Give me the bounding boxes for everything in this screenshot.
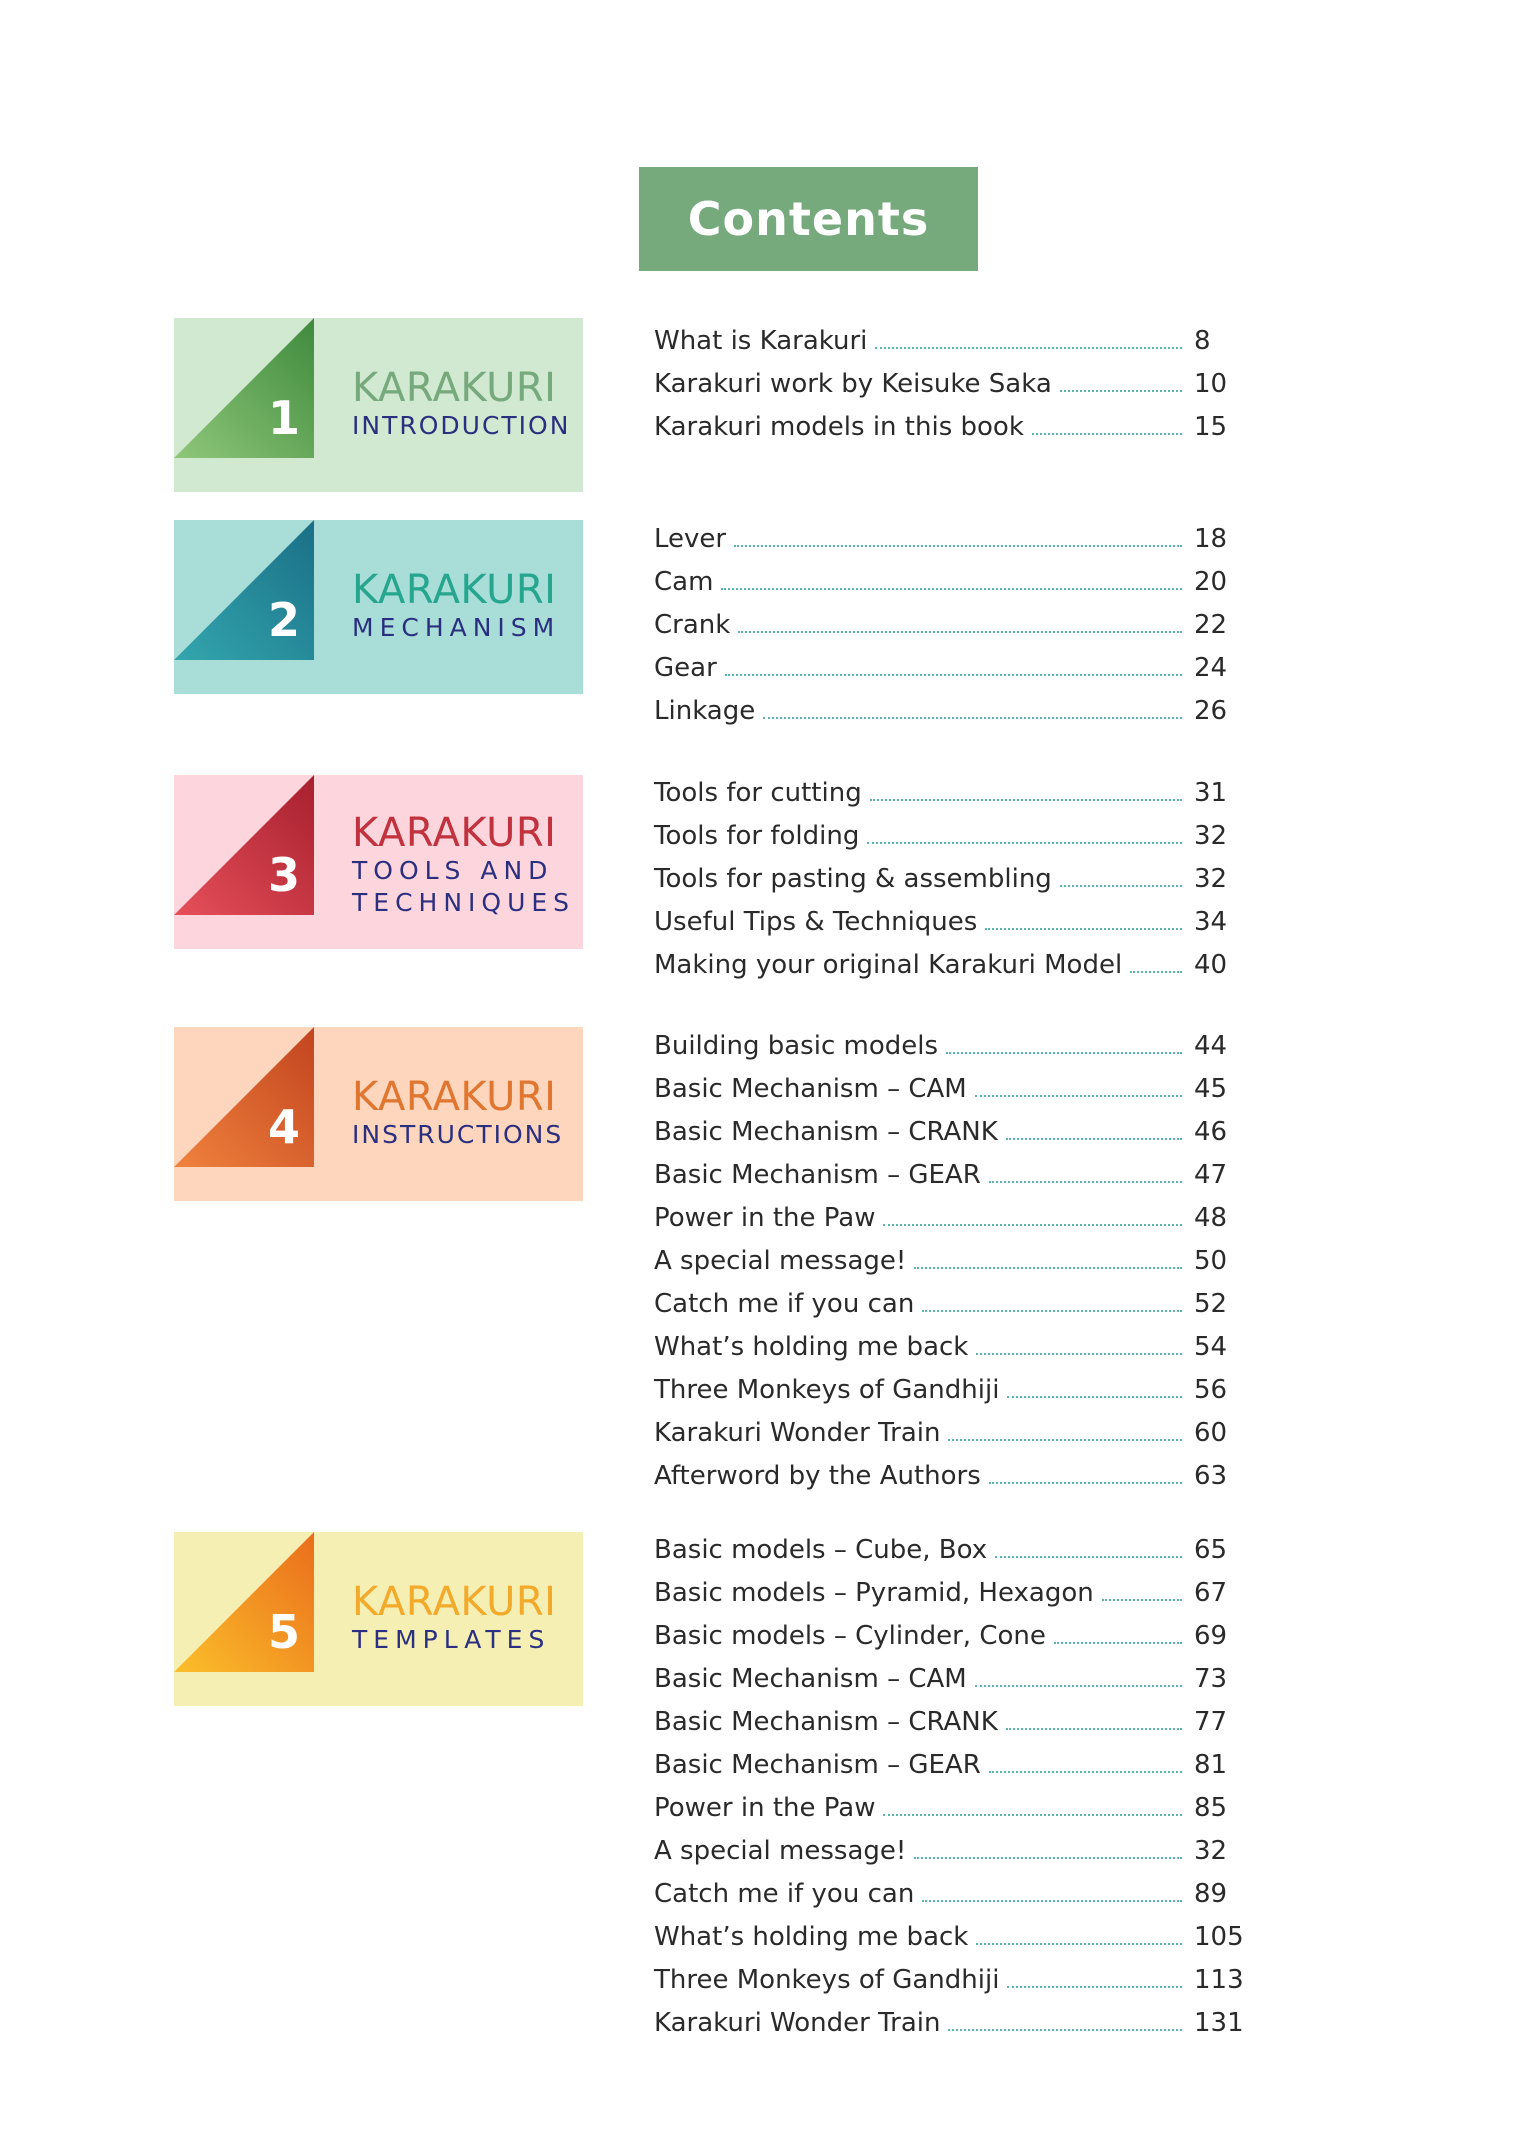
toc-entry[interactable]: [654, 1276, 1254, 1319]
section-subtitle: TOOLS AND: [352, 856, 554, 885]
toc-entry[interactable]: [654, 683, 1254, 726]
toc-entry[interactable]: [654, 1190, 1254, 1233]
toc-entry-page: 105: [1194, 1922, 1244, 1952]
toc-entry[interactable]: [654, 1448, 1254, 1491]
toc-entry-title: Karakuri models in this book: [654, 412, 1024, 442]
section-banner-1: [174, 318, 583, 492]
toc-group-2: [654, 511, 1254, 726]
toc-entry-page: 113: [1194, 1965, 1244, 1995]
dot-leader: [976, 1943, 1182, 1945]
dot-leader: [985, 928, 1182, 930]
toc-entry[interactable]: [654, 894, 1254, 937]
toc-entry-page: 81: [1194, 1750, 1228, 1780]
toc-entry-page: 20: [1194, 567, 1228, 597]
section-number: 4: [267, 1100, 300, 1154]
toc-entry-title: Linkage: [654, 696, 756, 726]
toc-entry[interactable]: [654, 1651, 1254, 1694]
toc-entry-page: 10: [1194, 369, 1228, 399]
toc-group-5: [654, 1522, 1254, 2038]
dot-leader: [975, 1685, 1182, 1687]
toc-entry-page: 60: [1194, 1418, 1228, 1448]
toc-entry[interactable]: [654, 937, 1254, 980]
toc-entry[interactable]: [654, 1565, 1254, 1608]
dot-leader: [1006, 1728, 1182, 1730]
toc-entry-page: 69: [1194, 1621, 1228, 1651]
toc-entry-page: 34: [1194, 907, 1228, 937]
toc-entry-page: 32: [1194, 864, 1228, 894]
toc-entry-title: Basic models – Pyramid, Hexagon: [654, 1578, 1094, 1608]
toc-entry-title: Three Monkeys of Gandhiji: [654, 1965, 1000, 1995]
section-number: 3: [267, 848, 300, 902]
dot-leader: [883, 1814, 1182, 1816]
toc-entry-title: A special message!: [654, 1246, 907, 1276]
dot-leader: [738, 631, 1182, 633]
toc-entry[interactable]: [654, 1866, 1254, 1909]
toc-entry-title: Power in the Paw: [654, 1793, 876, 1823]
toc-entry[interactable]: [654, 1909, 1254, 1952]
toc-entry[interactable]: [654, 1147, 1254, 1190]
toc-entry-title: Tools for cutting: [654, 778, 862, 808]
toc-entry-title: Useful Tips & Techniques: [654, 907, 978, 937]
toc-entry[interactable]: [654, 1233, 1254, 1276]
section-subtitle: INSTRUCTIONS: [352, 1120, 564, 1149]
toc-entry[interactable]: [654, 1737, 1254, 1780]
toc-group-3: [654, 765, 1254, 980]
toc-entry-title: Basic Mechanism – CRANK: [654, 1707, 998, 1737]
toc-entry[interactable]: [654, 399, 1254, 442]
section-heading: KARAKURI: [352, 810, 557, 856]
dot-leader: [995, 1556, 1182, 1558]
dot-leader: [883, 1224, 1182, 1226]
toc-entry-title: Basic Mechanism – GEAR: [654, 1750, 981, 1780]
dot-leader: [1130, 971, 1182, 973]
dot-leader: [948, 1439, 1182, 1441]
dot-leader: [948, 2029, 1182, 2031]
toc-entry[interactable]: [654, 640, 1254, 683]
toc-entry[interactable]: [654, 597, 1254, 640]
dot-leader: [1007, 1396, 1182, 1398]
toc-entry-page: 45: [1194, 1074, 1228, 1104]
dot-leader: [922, 1900, 1182, 1902]
toc-entry-page: 40: [1194, 950, 1228, 980]
dot-leader: [1007, 1986, 1182, 1988]
toc-group-1: [654, 313, 1254, 442]
section-subtitle: TEMPLATES: [352, 1625, 551, 1654]
toc-entry-page: 24: [1194, 653, 1228, 683]
toc-entry-page: 85: [1194, 1793, 1228, 1823]
toc-entry-title: Power in the Paw: [654, 1203, 876, 1233]
toc-entry-title: Gear: [654, 653, 717, 683]
dot-leader: [914, 1267, 1182, 1269]
toc-entry[interactable]: [654, 1823, 1254, 1866]
toc-entry-page: 54: [1194, 1332, 1228, 1362]
toc-entry-title: Catch me if you can: [654, 1289, 915, 1319]
toc-entry[interactable]: [654, 1362, 1254, 1405]
toc-entry-title: Karakuri Wonder Train: [654, 1418, 941, 1448]
section-subtitle: MECHANISM: [352, 613, 561, 642]
toc-entry[interactable]: [654, 1995, 1254, 2038]
toc-entry-page: 22: [1194, 610, 1228, 640]
toc-entry-page: 18: [1194, 524, 1228, 554]
toc-entry[interactable]: [654, 313, 1254, 356]
toc-entry[interactable]: [654, 1405, 1254, 1448]
toc-entry-page: 52: [1194, 1289, 1228, 1319]
dot-leader: [1060, 390, 1182, 392]
toc-entry-title: Karakuri work by Keisuke Saka: [654, 369, 1052, 399]
toc-entry-page: 44: [1194, 1031, 1228, 1061]
toc-entry-title: Tools for pasting & assembling: [654, 864, 1052, 894]
toc-entry-page: 131: [1194, 2008, 1244, 2038]
toc-entry-title: Karakuri Wonder Train: [654, 2008, 941, 2038]
toc-entry-title: Lever: [654, 524, 727, 554]
dot-leader: [1006, 1138, 1182, 1140]
toc-entry[interactable]: [654, 356, 1254, 399]
page-title: Contents: [687, 192, 930, 246]
section-heading: KARAKURI: [352, 1579, 557, 1625]
toc-entry-title: Basic models – Cylinder, Cone: [654, 1621, 1046, 1651]
dot-leader: [725, 674, 1182, 676]
toc-entry[interactable]: [654, 1522, 1254, 1565]
dot-leader: [1060, 885, 1182, 887]
dot-leader: [922, 1310, 1182, 1312]
dot-leader: [734, 545, 1182, 547]
toc-entry-page: 89: [1194, 1879, 1228, 1909]
toc-entry-title: A special message!: [654, 1836, 907, 1866]
toc-entry-title: Crank: [654, 610, 731, 640]
section-banner-2: [174, 520, 583, 694]
toc-entry-page: 63: [1194, 1461, 1228, 1491]
toc-entry[interactable]: [654, 554, 1254, 597]
toc-entry-title: Catch me if you can: [654, 1879, 915, 1909]
dot-leader: [1032, 433, 1182, 435]
section-banner-4: [174, 1027, 583, 1201]
toc-entry-page: 31: [1194, 778, 1228, 808]
toc-entry[interactable]: [654, 1694, 1254, 1737]
toc-entry-title: Basic Mechanism – CAM: [654, 1074, 967, 1104]
toc-entry-title: Basic Mechanism – GEAR: [654, 1160, 981, 1190]
toc-entry[interactable]: [654, 1061, 1254, 1104]
toc-entry-title: Three Monkeys of Gandhiji: [654, 1375, 1000, 1405]
section-heading: KARAKURI: [352, 567, 557, 613]
toc-entry-page: 26: [1194, 696, 1228, 726]
toc-entry-page: 8: [1194, 326, 1211, 356]
toc-entry[interactable]: [654, 1319, 1254, 1362]
contents-title-box: [639, 167, 978, 271]
toc-entry-title: What’s holding me back: [654, 1332, 969, 1362]
section-heading: KARAKURI: [352, 1074, 557, 1120]
toc-entry[interactable]: [654, 1780, 1254, 1823]
toc-entry[interactable]: [654, 851, 1254, 894]
toc-entry-page: 65: [1194, 1535, 1228, 1565]
dot-leader: [989, 1771, 1182, 1773]
section-subtitle-line-2: TECHNIQUES: [352, 888, 576, 917]
section-subtitle: INTRODUCTION: [352, 411, 571, 440]
toc-entry-title: Basic Mechanism – CAM: [654, 1664, 967, 1694]
toc-entry-title: Making your original Karakuri Model: [654, 950, 1123, 980]
section-number: 5: [267, 1605, 300, 1659]
toc-entry-page: 32: [1194, 821, 1228, 851]
toc-entry-title: Building basic models: [654, 1031, 939, 1061]
toc-entry[interactable]: [654, 765, 1254, 808]
dot-leader: [870, 799, 1182, 801]
toc-entry-page: 67: [1194, 1578, 1228, 1608]
dot-leader: [914, 1857, 1182, 1859]
dot-leader: [976, 1353, 1182, 1355]
toc-entry-page: 48: [1194, 1203, 1228, 1233]
toc-entry-title: What’s holding me back: [654, 1922, 969, 1952]
toc-entry-title: What is Karakuri: [654, 326, 868, 356]
toc-entry-title: Basic Mechanism – CRANK: [654, 1117, 998, 1147]
toc-entry-page: 50: [1194, 1246, 1228, 1276]
section-number: 1: [267, 391, 300, 445]
toc-entry[interactable]: [654, 1952, 1254, 1995]
toc-entry[interactable]: [654, 1104, 1254, 1147]
toc-entry-page: 47: [1194, 1160, 1228, 1190]
section-banner-3: [174, 775, 583, 949]
dot-leader: [763, 717, 1182, 719]
toc-entry-page: 73: [1194, 1664, 1228, 1694]
toc-entry-page: 32: [1194, 1836, 1228, 1866]
dot-leader: [875, 347, 1182, 349]
dot-leader: [721, 588, 1182, 590]
dot-leader: [867, 842, 1182, 844]
dot-leader: [946, 1052, 1182, 1054]
toc-entry[interactable]: [654, 511, 1254, 554]
toc-entry-title: Cam: [654, 567, 714, 597]
toc-entry-page: 56: [1194, 1375, 1228, 1405]
dot-leader: [1054, 1642, 1182, 1644]
dot-leader: [1102, 1599, 1182, 1601]
toc-entry-page: 46: [1194, 1117, 1228, 1147]
section-banner-5: [174, 1532, 583, 1706]
toc-entry-title: Basic models – Cube, Box: [654, 1535, 988, 1565]
dot-leader: [989, 1181, 1182, 1183]
toc-entry-title: Tools for folding: [654, 821, 860, 851]
toc-group-4: [654, 1018, 1254, 1491]
section-number: 2: [267, 593, 300, 647]
toc-entry-page: 77: [1194, 1707, 1228, 1737]
toc-entry-title: Afterword by the Authors: [654, 1461, 981, 1491]
toc-entry[interactable]: [654, 1608, 1254, 1651]
toc-entry-page: 15: [1194, 412, 1228, 442]
dot-leader: [989, 1482, 1182, 1484]
dot-leader: [975, 1095, 1182, 1097]
toc-entry[interactable]: [654, 808, 1254, 851]
section-heading: KARAKURI: [352, 365, 557, 411]
toc-entry[interactable]: [654, 1018, 1254, 1061]
